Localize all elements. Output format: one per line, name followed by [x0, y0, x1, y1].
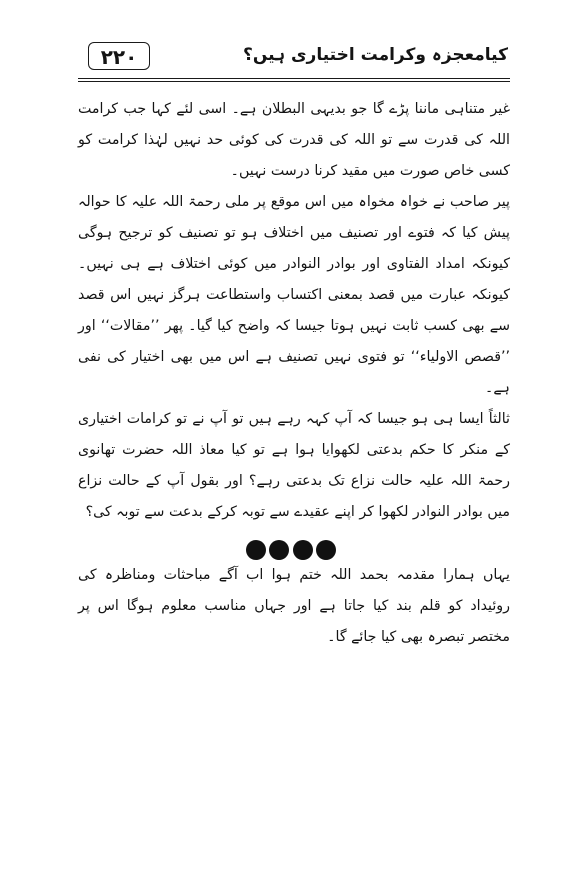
ornament-dot [316, 540, 336, 560]
ornament-dot [246, 540, 266, 560]
paragraph-1: غیر متناہی ماننا پڑے گا جو بدیہی البطلان ہے۔ اسی لئے کہا جب کرامت اللہ کی قدرت سے تو اللہ کی قدرت کی کوئی حد نہیں لہٰذا کرامت کو کسی خاص صورت میں مقید کرنا درست نہیں۔ [78, 101, 510, 179]
body-text [78, 94, 510, 653]
page-number: ۲۲۰ [88, 42, 150, 70]
ornament-dot [293, 540, 313, 560]
paragraph-3: ثالثاً ایسا ہی ہو جیسا کہ آپ کہہ رہے ہیں تو آپ نے تو کرامات اختیاری کے منکر کا حکم بدعتی لکھوایا ہوا ہے تو کیا معاذ اللہ حضرت تھانوی رحمۃ اللہ علیہ حالت نزاع تک بدعتی رہے؟ اور بقول آپ کے حالت نزاع میں بوادر النوادر لکھوا کر اپنے عقیدے سے توبہ کرکے بدعت سے توبہ کی؟ [78, 411, 510, 520]
section-end-ornament [246, 540, 336, 562]
ornament-dot [269, 540, 289, 560]
paragraph-2: پیر صاحب نے خواہ مخواہ میں اس موقع پر ملی رحمۃ اللہ علیہ کا حوالہ پیش کیا کہ فتوے اور تصنیف میں اختلاف ہو تو تصنیف کو ترجیح ہوگی کیونکہ امداد الفتاوی اور بوادر النوادر میں کوئی اختلاف ہے ہی نہیں۔ کیونکہ عبارت میں قصد بمعنی اکتساب واستطاعت ہرگز نہیں اس قصد سے بھی کسب ثابت نہیں ہوتا جیسا کہ واضح کیا گیا۔ پھر ’’مقالات‘‘ اور ’’قصص الاولیاء‘‘ تو فتوی نہیں تصنیف ہے اس میں بھی اختیار کی نفی ہے۔ [78, 194, 510, 396]
header-rule-secondary [78, 81, 510, 82]
closing-paragraph: یہاں ہمارا مقدمہ بحمد اللہ ختم ہوا اب آگے مباحثات ومناظرہ کی روئیداد کو قلم بند کیا جاتا ہے اور جہاں مناسب معلوم ہوگا اس پر مختصر تبصرہ بھی کیا جائے گا۔ [78, 567, 510, 645]
header-rule [78, 78, 510, 79]
page-header [78, 40, 508, 74]
running-title: کیامعجزہ وکرامت اختیاری ہیں؟ [242, 45, 508, 65]
